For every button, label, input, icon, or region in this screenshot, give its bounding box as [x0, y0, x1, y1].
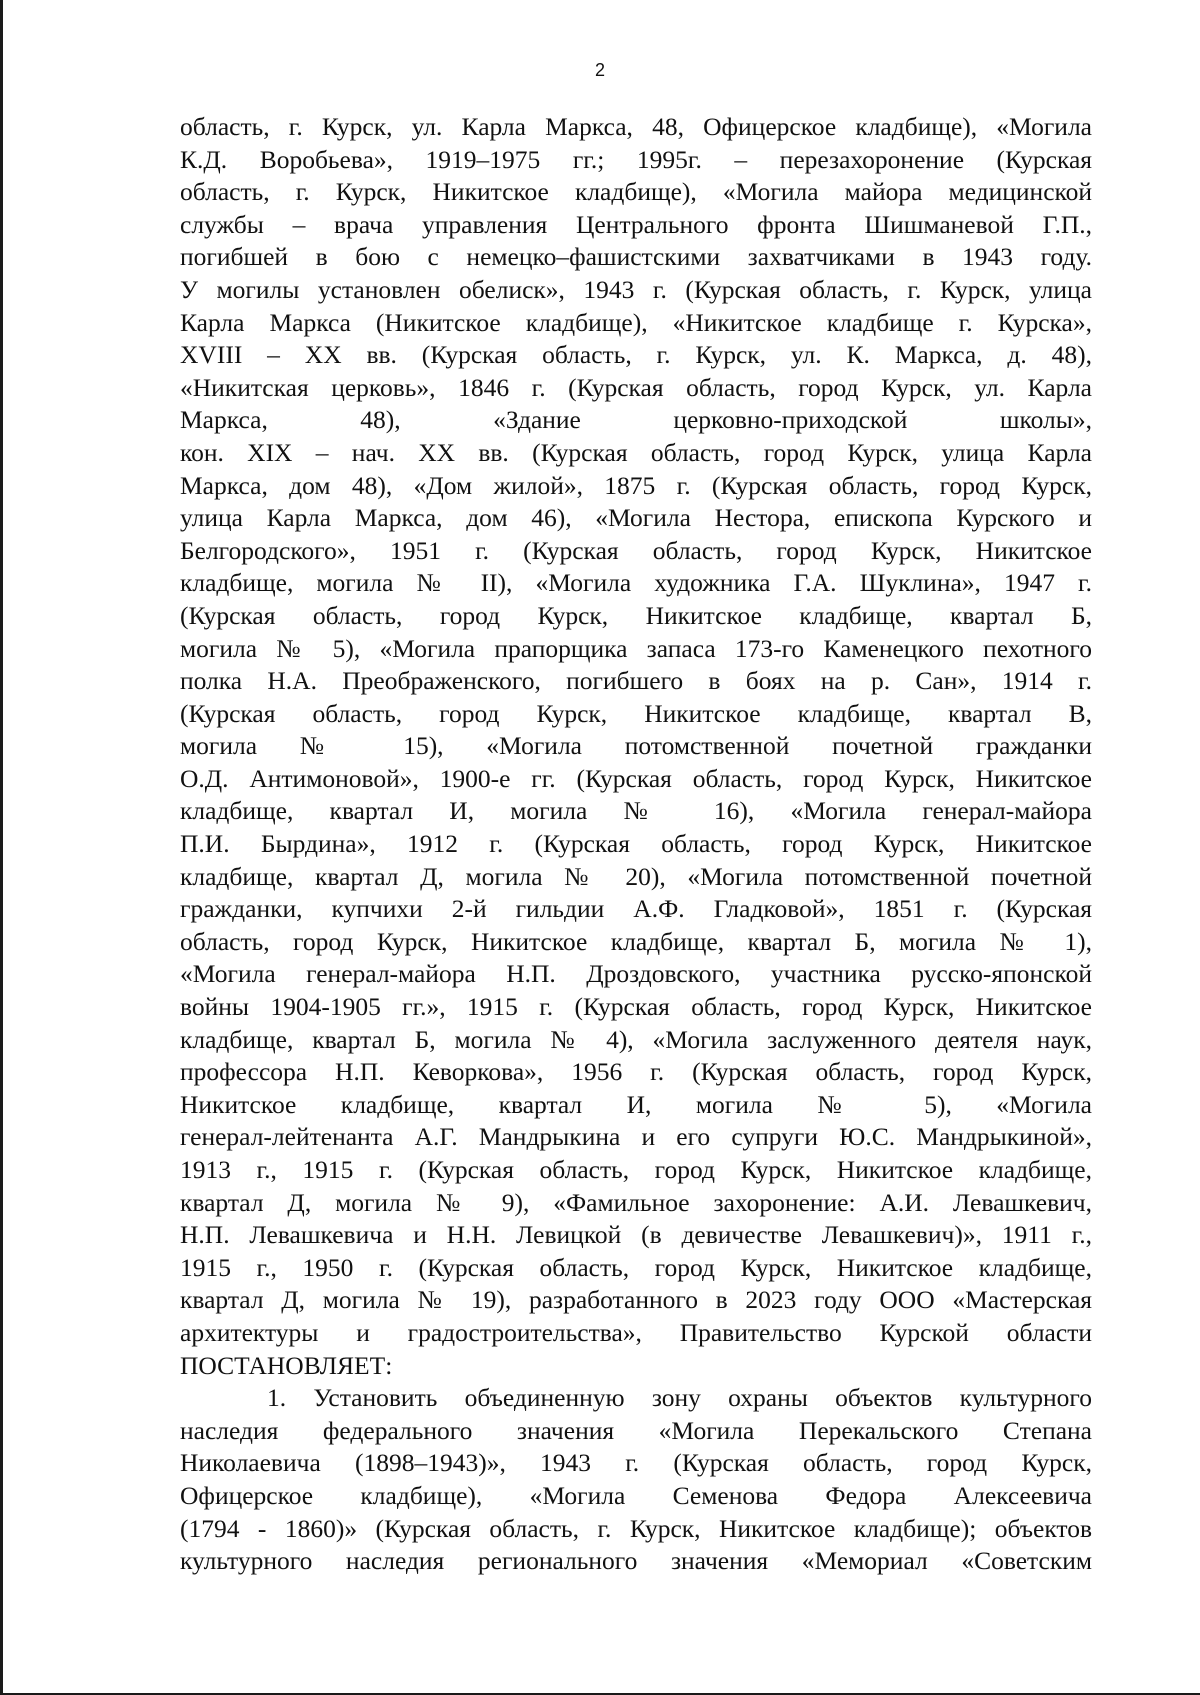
text-line: область, г. Курск, Никитское кладбище), «Могила майора медицинской	[180, 177, 1092, 207]
text-line: «Никитская церковь», 1846 г. (Курская область, город Курск, ул. Карла	[180, 372, 1092, 402]
text-line: службы – врача управления Центрального фронта Шишманевой Г.П.,	[180, 209, 1092, 239]
text-line-resolution-keyword: ПОСТАНОВЛЯЕТ:	[180, 1350, 393, 1380]
text-line: «Могила генерал-майора Н.П. Дроздовского, участника русско-японской	[180, 959, 1092, 989]
text-line: Н.П. Левашкевича и Н.Н. Левицкой (в девичестве Левашкевич)», 1911 г.,	[180, 1220, 1092, 1250]
text-line: Маркса, 48), «Здание церковно-приходской школы»,	[180, 405, 1092, 435]
text-line: кладбище, могила № II), «Могила художника Г.А. Шуклина», 1947 г.	[180, 568, 1092, 598]
text-line: генерал-лейтенанта А.Г. Мандрыкина и его супруги Ю.С. Мандрыкиной»,	[180, 1122, 1092, 1152]
text-line: кон. XIX – нач. XX вв. (Курская область, город Курск, улица Карла	[180, 437, 1092, 467]
scan-edge-left	[0, 0, 3, 1695]
text-line: архитектуры и градостроительства», Правительство Курской области	[180, 1317, 1092, 1347]
text-line: кладбище, квартал Д, могила № 20), «Могила потомственной почетной	[180, 861, 1092, 891]
text-line: XVIII – XX вв. (Курская область, г. Курск, ул. К. Маркса, д. 48),	[180, 340, 1092, 370]
text-line: гражданки, купчихи 2-й гильдии А.Ф. Гладковой», 1851 г. (Курская	[180, 894, 1092, 924]
text-line: 1913 г., 1915 г. (Курская область, город Курск, Никитское кладбище,	[180, 1155, 1092, 1184]
text-line: Офицерское кладбище), «Могила Семенова Федора Алексеевича	[180, 1480, 1092, 1510]
text-line: Николаевича (1898–1943)», 1943 г. (Курская область, город Курск,	[180, 1448, 1092, 1478]
text-line: квартал Д, могила № 19), разработанного в 2023 году ООО «Мастерская	[180, 1285, 1092, 1315]
text-line: квартал Д, могила № 9), «Фамильное захоронение: А.И. Левашкевич,	[180, 1187, 1092, 1217]
text-line: область, город Курск, Никитское кладбище, квартал Б, могила № 1),	[180, 926, 1092, 956]
text-line: К.Д. Воробьева», 1919–1975 гг.; 1995г. – перезахоронение (Курская	[180, 144, 1092, 174]
text-line: (Курская область, город Курск, Никитское кладбище, квартал В,	[180, 698, 1092, 728]
text-line: У могилы установлен обелиск», 1943 г. (Курская область, г. Курск, улица	[180, 274, 1092, 304]
text-line: Маркса, дом 48), «Дом жилой», 1875 г. (Курская область, город Курск,	[180, 470, 1092, 500]
text-line: культурного наследия регионального значения «Мемориал «Советским	[180, 1546, 1092, 1576]
text-line: кладбище, квартал И, могила № 16), «Могила генерал-майора	[180, 796, 1092, 826]
text-line: могила № 5), «Могила прапорщика запаса 173-го Каменецкого пехотного	[180, 633, 1092, 663]
text-line: 1915 г., 1950 г. (Курская область, город Курск, Никитское кладбище,	[180, 1252, 1092, 1282]
text-line: погибшей в бою с немецко–фашистскими захватчиками в 1943 году.	[180, 242, 1092, 272]
text-line: Карла Маркса (Никитское кладбище), «Никитское кладбище г. Курска»,	[180, 307, 1092, 337]
text-line: (1794 - 1860)» (Курская область, г. Курск, Никитское кладбище); объектов	[180, 1513, 1092, 1543]
document-body	[180, 111, 1092, 1578]
text-line: Никитское кладбище, квартал И, могила № 5), «Могила	[180, 1089, 1092, 1119]
text-line: (Курская область, город Курск, Никитское кладбище, квартал Б,	[180, 600, 1092, 630]
text-line: профессора Н.П. Кеворкова», 1956 г. (Курская область, город Курск,	[180, 1057, 1092, 1087]
text-line: могила № 15), «Могила потомственной почетной гражданки	[180, 731, 1092, 761]
text-line: улица Карла Маркса, дом 46), «Могила Нестора, епископа Курского и	[180, 503, 1092, 533]
text-line: войны 1904-1905 гг.», 1915 г. (Курская область, город Курск, Никитское	[180, 992, 1092, 1022]
text-line: П.И. Бырдина», 1912 г. (Курская область, город Курск, Никитское	[180, 829, 1092, 859]
text-line: Белгородского», 1951 г. (Курская область, город Курск, Никитское	[180, 535, 1092, 565]
text-line: кладбище, квартал Б, могила № 4), «Могила заслуженного деятеля наук,	[180, 1024, 1092, 1054]
text-line: полка Н.А. Преображенского, погибшего в боях на р. Сан», 1914 г.	[180, 666, 1092, 696]
text-line: область, г. Курск, ул. Карла Маркса, 48, Офицерское кладбище), «Могила	[180, 112, 1092, 141]
text-line-paragraph-start: 1. Установить объединенную зону охраны объектов культурного	[267, 1383, 1092, 1413]
page-number: 2	[594, 60, 605, 80]
text-line: наследия федерального значения «Могила Перекальского Степана	[180, 1415, 1092, 1445]
text-line: О.Д. Антимоновой», 1900-е гг. (Курская область, город Курск, Никитское	[180, 763, 1092, 793]
